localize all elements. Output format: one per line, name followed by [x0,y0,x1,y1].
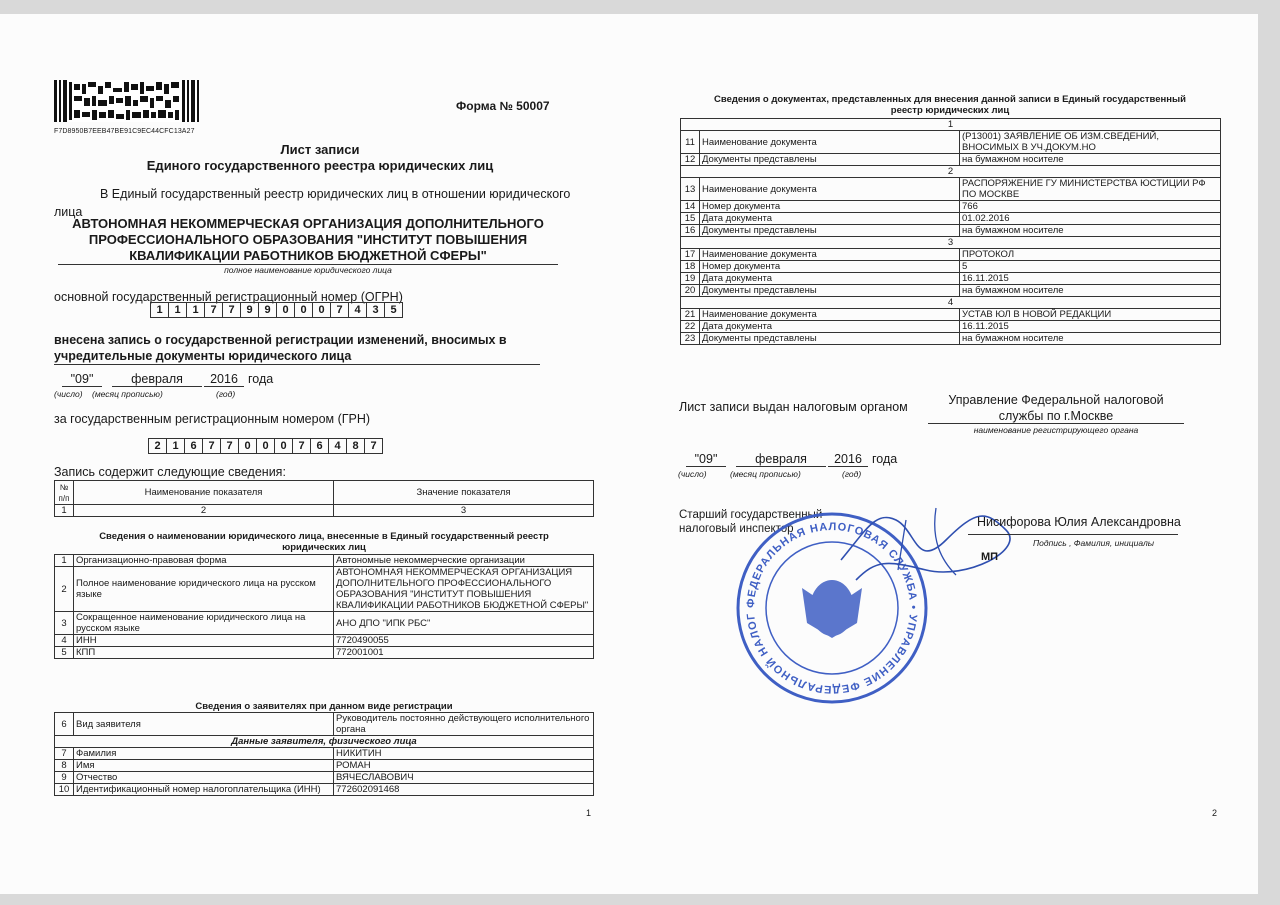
row-number: 2 [55,567,74,612]
row-name: Наименование документа [700,131,960,154]
row-name: Наименование документа [700,178,960,201]
col-name-header: Наименование показателя [74,481,334,505]
row-value: 7720490055 [334,635,594,647]
registration-date [54,372,354,412]
page-2 [640,14,1258,894]
issue-date-year-suffix: года [872,452,898,466]
signature-caption: Подпись , Фамилия, инициалы [1033,538,1155,548]
grn-digit: 0 [274,438,293,454]
ogrn-digit: 1 [168,302,187,318]
row-name: Наименование документа [700,249,960,261]
row-name: Сокращенное наименование юридического лица на русском языке [74,612,334,635]
row-number: 20 [681,285,700,297]
row-value: РОМАН [334,760,594,772]
person-row [55,772,594,784]
row-value: ВЯЧЕСЛАВОВИЧ [334,772,594,784]
org-row [55,612,594,635]
section-org-title [54,531,594,553]
row-value: АВТОНОМНАЯ НЕКОММЕРЧЕСКАЯ ОРГАНИЗАЦИЯ ДОПОЛНИТЕЛЬНОГО ПРОФЕССИОНАЛЬНОГО ОБРАЗОВАНИЯ "ИНСТИТУТ ПОВЫШЕНИЯ КВАЛИФИКАЦИИ РАБОТНИКОВ БЮДЖЕТНОЙ СФЕРЫ" [334,567,594,612]
row-value: 01.02.2016 [960,213,1221,225]
idx-1: 1 [55,505,74,517]
row-value: НИКИТИН [334,748,594,760]
inspector-line-1: Старший государственный [679,509,823,521]
entry-underline [54,364,540,365]
intro-line-2: лица [54,205,83,219]
row-value: 5 [960,261,1221,273]
org-caption: полное наименование юридического лица [224,265,392,275]
org-line-1: АВТОНОМНАЯ НЕКОММЕРЧЕСКАЯ ОРГАНИЗАЦИЯ ДОПОЛНИТЕЛЬНОГО [72,216,544,231]
row-number: 7 [55,748,74,760]
row-name: ИНН [74,635,334,647]
page-title [60,142,580,174]
barcode-text: F7D8950B7EEB47BE91C9EC44CFC13A27 [54,128,195,135]
row-number: 15 [681,213,700,225]
row-number: 16 [681,225,700,237]
col-value-header: Значение показателя [334,481,594,505]
doc-group-header [681,166,1221,178]
ogrn-digit: 1 [186,302,205,318]
signature-line [968,534,1178,535]
doc-row [681,178,1221,201]
grn-digit: 6 [310,438,329,454]
row-number: 19 [681,273,700,285]
doc-row [681,154,1221,166]
doc-group-header [681,297,1221,309]
ogrn-digit: 0 [312,302,331,318]
doc-row [681,201,1221,213]
signature-image [836,500,1036,590]
row-value: на бумажном носителе [960,225,1221,237]
doc-group-number: 2 [681,166,1221,178]
doc-group-header [681,119,1221,131]
row-value: на бумажном носителе [960,333,1221,345]
ogrn-digit: 0 [294,302,313,318]
row-value: АНО ДПО "ИПК РБС" [334,612,594,635]
row-name: Документы представлены [700,225,960,237]
section-applicant-title: Сведения о заявителях при данном виде регистрации [195,701,453,712]
ogrn-label: основной государственный регистрационный номер (ОГРН) [54,290,403,304]
issue-date-month-caption: (месяц прописью) [730,469,801,479]
org-row [55,555,594,567]
ogrn-digit: 9 [240,302,259,318]
grn-digit: 1 [166,438,185,454]
row-number: 3 [55,612,74,635]
date-day: "09" [62,372,102,387]
row-number: 1 [55,555,74,567]
row-name: Дата документа [700,321,960,333]
doc-group-header [681,237,1221,249]
row-value: 16.11.2015 [960,321,1221,333]
ogrn-digit: 1 [150,302,169,318]
grn-digit: 0 [256,438,275,454]
ogrn-digit: 7 [204,302,223,318]
inspector-line-2: налоговый инспектор [679,523,794,535]
issuer-line-2: службы по г.Москве [998,409,1114,423]
row-name: Фамилия [74,748,334,760]
row-name: Полное наименование юридического лица на русском языке [74,567,334,612]
docs-title-line-2: реестр юридических лиц [890,105,1010,116]
row-name: Организационно-правовая форма [74,555,334,567]
row-value: 772602091468 [334,784,594,796]
org-row [55,647,594,659]
page-number-2: 2 [1212,808,1218,818]
doc-group-number: 1 [681,119,1221,131]
row-value: 766 [960,201,1221,213]
doc-row [681,309,1221,321]
row-number: 4 [55,635,74,647]
inspector-name: Нисифорова Юлия Александровна [977,515,1181,529]
row-value: на бумажном носителе [960,154,1221,166]
row-value: УСТАВ ЮЛ В НОВОЙ РЕДАКЦИИ [960,309,1221,321]
row-name: Имя [74,760,334,772]
grn-digit: 6 [184,438,203,454]
issuer-line-1: Управление Федеральной налоговой [948,393,1164,407]
barcode-image [54,80,199,122]
doc-group-number: 3 [681,237,1221,249]
entry-line-2: учредительные документы юридического лица [54,349,352,363]
issue-date-day-caption: (число) [678,469,707,479]
ogrn-digits [150,302,402,318]
row-number: 5 [55,647,74,659]
row-number: 8 [55,760,74,772]
row-name: Документы представлены [700,154,960,166]
grn-digit: 7 [364,438,383,454]
doc-row [681,285,1221,297]
doc-row [681,131,1221,154]
col-num-header: № п/п [55,481,74,505]
page-number-1: 1 [586,808,592,818]
page-1 [0,14,640,894]
entry-line-1: внесена запись о государственной регистрации изменений, вносимых в [54,333,507,347]
row-name: Вид заявителя [74,713,334,736]
grn-digit: 2 [148,438,167,454]
org-full-name [58,216,558,264]
issued-label: Лист записи выдан налоговым органом [679,400,908,414]
grn-digit: 7 [202,438,221,454]
row-value: на бумажном носителе [960,285,1221,297]
row-number: 6 [55,713,74,736]
docs-section-title [680,94,1220,116]
date-day-caption: (число) [54,389,83,399]
row-number: 14 [681,201,700,213]
row-name: Дата документа [700,213,960,225]
ogrn-digit: 3 [366,302,385,318]
org-line-3: КВАЛИФИКАЦИИ РАБОТНИКОВ БЮДЖЕТНОЙ СФЕРЫ" [129,248,487,263]
org-info-table [54,554,594,659]
issue-date-month: февраля [736,452,826,467]
row-value: Руководитель постоянно действующего исполнительного органа [334,713,594,736]
row-number: 21 [681,309,700,321]
doc-row [681,225,1221,237]
doc-row [681,333,1221,345]
ogrn-digit: 0 [276,302,295,318]
person-row [55,784,594,796]
entry-text [54,332,507,364]
docs-title-line-1: Сведения о документах, представленных для внесения данной записи в Единый государственный [714,94,1186,105]
issue-date-year-caption: (год) [842,469,862,479]
grn-label: за государственным регистрационным номером (ГРН) [54,412,371,426]
row-value: Автономные некоммерческие организации [334,555,594,567]
date-month-caption: (месяц прописью) [92,389,163,399]
person-row [55,748,594,760]
org-row [55,567,594,612]
row-number: 10 [55,784,74,796]
ogrn-digit: 7 [222,302,241,318]
form-number: Форма № 50007 [456,99,550,113]
row-name: Дата документа [700,273,960,285]
mp-label: МП [981,551,999,563]
person-row [55,760,594,772]
barcode [54,80,199,135]
issue-date-day: "09" [686,452,726,467]
applicant-row [55,713,594,736]
row-number: 23 [681,333,700,345]
date-year: 2016 [204,372,244,387]
issuer-name [928,392,1184,424]
idx-2: 2 [74,505,334,517]
intro-line-1: В Единый государственный реестр юридических лиц в отношении юридического [100,187,571,201]
issuer-underline [928,423,1184,424]
row-name: Документы представлены [700,285,960,297]
issuer-caption: наименование регистрирующего органа [973,425,1139,435]
doc-row [681,321,1221,333]
grn-digit: 0 [238,438,257,454]
contains-label: Запись содержит следующие сведения: [54,465,286,479]
row-value: ПРОТОКОЛ [960,249,1221,261]
date-month: февраля [112,372,202,387]
date-year-caption: (год) [216,389,236,399]
row-number: 17 [681,249,700,261]
row-number: 22 [681,321,700,333]
stamp-text: ФЕДЕРАЛЬНАЯ НАЛОГОВАЯ СЛУЖБА • УПРАВЛЕНИЕ ФЕДЕРАЛЬНОЙ НАЛОГ [744,520,920,696]
date-year-suffix: года [248,372,274,386]
row-name: Номер документа [700,261,960,273]
row-number: 9 [55,772,74,784]
grn-digit: 4 [328,438,347,454]
ogrn-digit: 4 [348,302,367,318]
grn-digit: 8 [346,438,365,454]
org-line-2: ПРОФЕССИОНАЛЬНОГО ОБРАЗОВАНИЯ "ИНСТИТУТ ПОВЫШЕНИЯ [88,232,528,247]
idx-3: 3 [334,505,594,517]
issue-date [678,452,978,492]
applicant-subheader-row [55,736,594,748]
section-org-title-line-2: юридических лиц [282,542,366,553]
row-number: 12 [681,154,700,166]
row-value: 772001001 [334,647,594,659]
org-row [55,635,594,647]
doc-row [681,261,1221,273]
doc-row [681,273,1221,285]
grn-digits [148,438,382,454]
grn-digit: 7 [292,438,311,454]
grn-digit: 7 [220,438,239,454]
row-name: Номер документа [700,201,960,213]
row-name: КПП [74,647,334,659]
doc-group-number: 4 [681,297,1221,309]
title-line-1: Лист записи [280,142,360,157]
doc-row [681,213,1221,225]
row-value: 16.11.2015 [960,273,1221,285]
applicant-subheader: Данные заявителя, физического лица [55,736,594,748]
ogrn-digit: 7 [330,302,349,318]
title-line-2: Единого государственного реестра юридических лиц [146,158,494,173]
row-number: 18 [681,261,700,273]
section-org-title-line-1: Сведения о наименовании юридического лица, внесенные в Единый государственный реестр [99,531,549,542]
row-number: 13 [681,178,700,201]
row-value: (Р13001) ЗАЯВЛЕНИЕ ОБ ИЗМ.СВЕДЕНИЙ, ВНОСИМЫХ В УЧ.ДОКУМ.НО [960,131,1221,154]
row-number: 11 [681,131,700,154]
documents-table [680,118,1221,345]
ogrn-digit: 9 [258,302,277,318]
issue-date-year: 2016 [828,452,868,467]
row-name: Отчество [74,772,334,784]
row-name: Идентификационный номер налогоплательщика (ИНН) [74,784,334,796]
doc-row [681,249,1221,261]
row-name: Наименование документа [700,309,960,321]
ogrn-digit: 5 [384,302,403,318]
row-name: Документы представлены [700,333,960,345]
row-value: РАСПОРЯЖЕНИЕ ГУ МИНИСТЕРСТВА ЮСТИЦИИ РФ ПО МОСКВЕ [960,178,1221,201]
applicant-table [54,712,594,796]
header-table [54,480,594,517]
